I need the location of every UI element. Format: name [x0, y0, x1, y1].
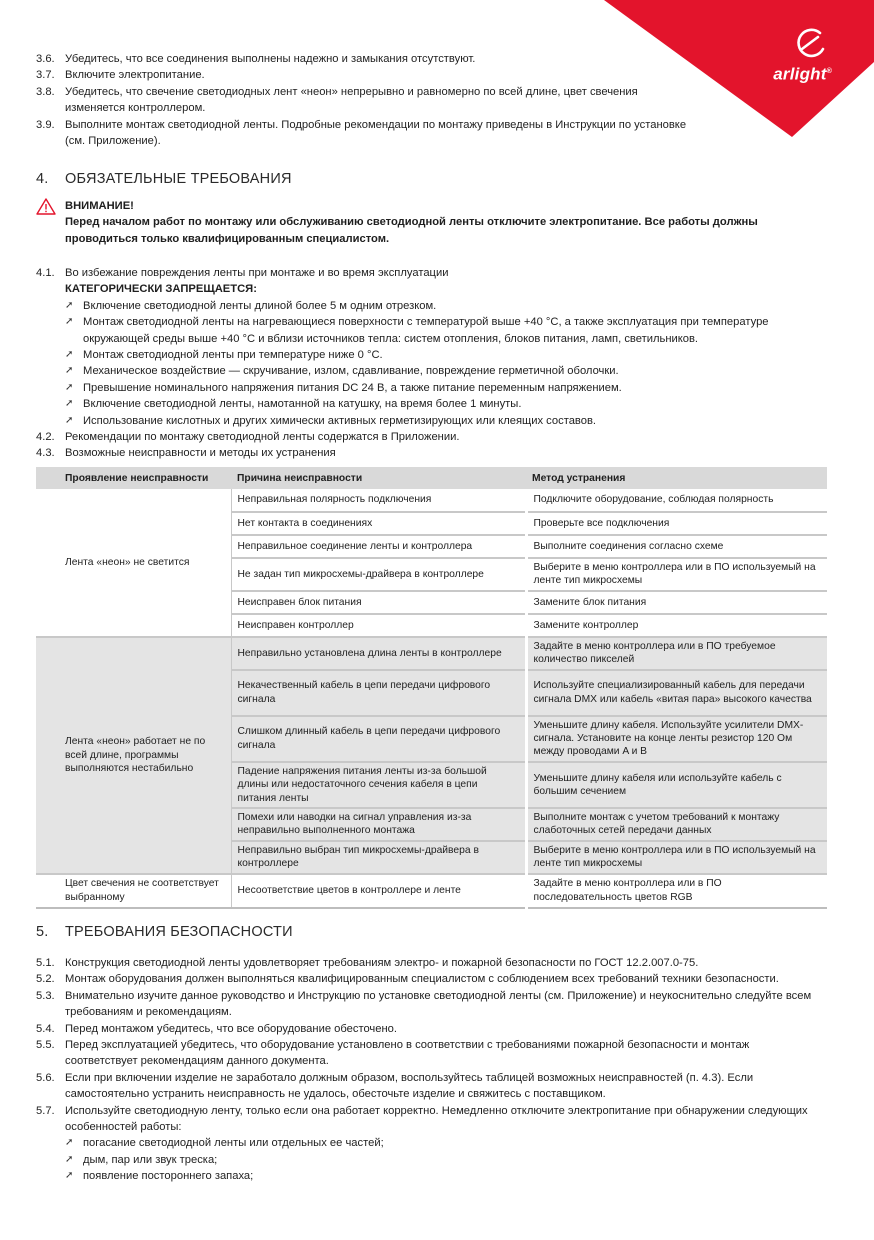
list-item-3-6: 3.6. Убедитесь, что все соединения выполнены надежно и замыкания отсутствуют.	[36, 53, 476, 65]
list-item-3-7: 3.7. Включите электропитание.	[36, 69, 205, 82]
table-row	[36, 874, 827, 908]
cause-cell: Слишком длинный кабель в цепи передачи цифрового сигнала	[231, 716, 526, 762]
fix-cell: Уменьшите длину кабеля. Используйте усилители DMX-сигнала. Установите на конце ленты резистор 120 Ом между проводами A и B	[526, 716, 827, 762]
cause-cell: Помехи или наводки на сигнал управления из-за неправильно выполненного монтажа	[231, 808, 526, 841]
arrow-bullet-icon: ➚	[65, 398, 74, 410]
list-item-4-3: 4.3. Возможные неисправности и методы их устранения	[36, 447, 336, 460]
cause-cell: Неправильная полярность подключения	[231, 489, 526, 512]
fix-cell: Проверьте все подключения	[526, 512, 827, 535]
table-header-symptom: Проявление неисправности	[36, 467, 231, 489]
table-header-row	[36, 467, 827, 489]
list-item-5-6: 5.6. Если при включении изделие не заработало должным образом, воспользуйтесь таблицей возможных неисправностей (п. 4.3). Если самостоятельно устранить неисправность не удалось, обесточьте изделие и свяжитесь с поставщиком.	[36, 1071, 754, 1101]
cause-cell: Неправильно установлена длина ленты в контроллере	[231, 637, 526, 670]
list-item: ➚ Механическое воздействие — скручивание, излом, сдавливание, повреждение герметичной оболочки.	[65, 363, 826, 379]
list-item: ➚ Включение светодиодной ленты длиной более 5 м одним отрезком.	[65, 298, 826, 314]
fix-cell: Используйте специализированный кабель для передачи сигнала DMX или кабель «витая пара» высокого качества	[526, 670, 827, 716]
list-item: ➚ Монтаж светодиодной ленты при температуре ниже 0 °C.	[65, 347, 826, 363]
arrow-bullet-icon: ➚	[65, 299, 74, 311]
cause-cell: Падение напряжения питания ленты из-за большой длины или недостаточного сечения кабеля в цепи питания ленты	[231, 762, 526, 808]
section-3-list	[36, 51, 696, 149]
list-item: ➚ появление постороннего запаха;	[65, 1168, 860, 1184]
list-item-5-1: 5.1. Конструкция светодиодной ленты удовлетворяет требованиям электро- и пожарной безопасности по ГОСТ 12.2.007.0-75.	[36, 957, 699, 969]
cause-cell: Нет контакта в соединениях	[231, 512, 526, 535]
cause-cell: Неисправен контроллер	[231, 614, 526, 637]
cause-cell: Некачественный кабель в цепи передачи цифрового сигнала	[231, 670, 526, 716]
list-item: ➚ Превышение номинального напряжения питания DC 24 В, а также питание переменным напряжением.	[65, 380, 826, 396]
arlight-swoosh-icon	[794, 27, 828, 61]
troubleshooting-table	[36, 467, 827, 909]
fix-cell: Задайте в меню контроллера или в ПО последовательность цветов RGB	[526, 874, 827, 908]
brand-logo: arlight®	[773, 64, 832, 84]
cause-cell: Не задан тип микросхемы-драйвера в контроллере	[231, 558, 526, 591]
arrow-bullet-icon: ➚	[65, 1170, 74, 1182]
warning-title: ВНИМАНИЕ!	[65, 200, 134, 212]
arrow-bullet-icon: ➚	[65, 381, 74, 393]
list-item-5-2: 5.2. Монтаж оборудования должен выполняться квалифицированным специалистом с соблюдением всех требований техники безопасности.	[36, 973, 779, 986]
list-item-5-3: 5.3. Внимательно изучите данное руководство и Инструкцию по установке светодиодной ленты (см. Приложение) и неукоснительно следуйте всем требованиям и рекомендациям.	[36, 989, 812, 1019]
list-item-3-8: 3.8. Убедитесь, что свечение светодиодных лент «неон» непрерывно и равномерно по всей длине, цвет свечения изменяется контроллером.	[36, 85, 638, 115]
list-item: ➚ погасание светодиодной ленты или отдельных ее частей;	[65, 1135, 860, 1151]
list-item-4-2: 4.2. Рекомендации по монтажу светодиодной ленты содержатся в Приложении.	[36, 431, 460, 444]
fix-cell: Выполните монтаж с учетом требований к монтажу слаботочных сетей передачи данных	[526, 808, 827, 841]
list-item: ➚ дым, пар или звук треска;	[65, 1152, 860, 1168]
arrow-bullet-icon: ➚	[65, 1153, 74, 1165]
fix-cell: Замените контроллер	[526, 614, 827, 637]
fix-cell: Выберите в меню контроллера или в ПО используемый на ленте тип микросхемы	[526, 558, 827, 591]
cause-cell: Несоответствие цветов в контроллере и ленте	[231, 874, 526, 908]
warning-triangle-icon	[36, 198, 56, 215]
list-item-5-4: 5.4. Перед монтажом убедитесь, что все оборудование обесточено.	[36, 1022, 397, 1035]
arrow-bullet-icon: ➚	[65, 349, 74, 361]
warning-block	[36, 198, 836, 247]
cause-cell: Неправильное соединение ленты и контроллера	[231, 535, 526, 558]
arrow-bullet-icon: ➚	[65, 414, 74, 426]
fix-cell: Подключите оборудование, соблюдая полярность	[526, 489, 827, 512]
section-4-heading: 4. ОБЯЗАТЕЛЬНЫЕ ТРЕБОВАНИЯ	[36, 171, 292, 187]
section-4-1	[36, 265, 826, 462]
section-5-heading: 5. ТРЕБОВАНИЯ БЕЗОПАСНОСТИ	[36, 924, 293, 940]
prohibited-subtitle: КАТЕГОРИЧЕСКИ ЗАПРЕЩАЕТСЯ:	[65, 283, 257, 296]
list-item-5-7: 5.7. Используйте светодиодную ленту, только если она работает корректно. Немедленно отключите электропитание при обнаружении следующих особенностей работы: ➚ погасание светодиодной ленты или отдельных ее частей; ➚ дым, пар или звук треска; ➚ появление постороннего запаха;	[36, 1103, 860, 1185]
fix-cell: Выберите в меню контроллера или в ПО используемый на ленте тип микросхемы	[526, 841, 827, 874]
table-row	[36, 637, 827, 670]
fix-cell: Задайте в меню контроллера или в ПО требуемое количество пикселей	[526, 637, 827, 670]
section-5-list	[36, 955, 831, 1185]
symptom-cell: Лента «неон» работает не по всей длине, программы выполняются нестабильно	[36, 637, 231, 874]
table-header-cause: Причина неисправности	[231, 467, 526, 489]
list-item: ➚ Использование кислотных и других химически активных герметизирующих или клеящих составов.	[65, 413, 826, 429]
table-row	[36, 489, 827, 512]
arrow-bullet-icon: ➚	[65, 1137, 74, 1149]
symptom-cell: Цвет свечения не соответствует выбранному	[36, 874, 231, 908]
table-header-fix: Метод устранения	[526, 467, 827, 489]
arrow-bullet-icon: ➚	[65, 316, 74, 328]
cause-cell: Неправильно выбран тип микросхемы-драйвера в контроллере	[231, 841, 526, 874]
list-item-5-5: 5.5. Перед эксплуатацией убедитесь, что оборудование установлено в соответствии с требованиями пожарной безопасности и монтаж соответствует рекомендациям данного документа.	[36, 1039, 750, 1068]
warning-body: Перед началом работ по монтажу или обслуживанию светодиодной ленты отключите электропитание. Все работы должны проводиться только квалифицированным специалистом.	[65, 216, 758, 245]
fix-cell: Замените блок питания	[526, 591, 827, 614]
list-item-4-1: 4.1. Во избежание повреждения ленты при монтаже и во время эксплуатации КАТЕГОРИЧЕСКИ ЗАПРЕЩАЕТСЯ: ➚ Включение светодиодной ленты длиной более 5 м одним отрезком. ➚ Монтаж светодиодной ленты на нагревающиеся поверхности с температурой выше +40 °C, а также эксплуатация при температуре окружающей среды выше +40 °C и вблизи источников тепла: систем отопления, блоков питания, ламп, светильников. ➚ Монтаж светодиодной ленты при температуре ниже 0 °C. ➚ Механическое воздействие — скручивание, излом, сдавливание, повреждение герметичной оболочки. ➚ Превышение номинального напряжения питания DC 24 В, а также питание переменным напряжением. ➚ Включение светодиодной ленты, намотанной на катушку, на время более 1 минуты. ➚ Использование кислотных и других химически активных герметизирующих или клеящих составов.	[36, 265, 826, 429]
arrow-bullet-icon: ➚	[65, 365, 74, 377]
list-item: ➚ Включение светодиодной ленты, намотанной на катушку, на время более 1 минуты.	[65, 396, 826, 412]
list-item: ➚ Монтаж светодиодной ленты на нагревающиеся поверхности с температурой выше +40 °C, а также эксплуатация при температуре окружающей среды выше +40 °C и вблизи источников тепла: систем отопления, блоков питания, ламп, светильников.	[65, 316, 769, 345]
malfunction-signs-list	[65, 1135, 860, 1184]
list-item-3-9: 3.9. Выполните монтаж светодиодной ленты. Подробные рекомендации по монтажу приведены в Инструкции по установке (см. Приложение).	[36, 118, 687, 148]
prohibited-list	[65, 298, 826, 429]
fix-cell: Выполните соединения согласно схеме	[526, 535, 827, 558]
fix-cell: Уменьшите длину кабеля или используйте кабель с большим сечением	[526, 762, 827, 808]
cause-cell: Неисправен блок питания	[231, 591, 526, 614]
symptom-cell: Лента «неон» не светится	[36, 489, 231, 637]
